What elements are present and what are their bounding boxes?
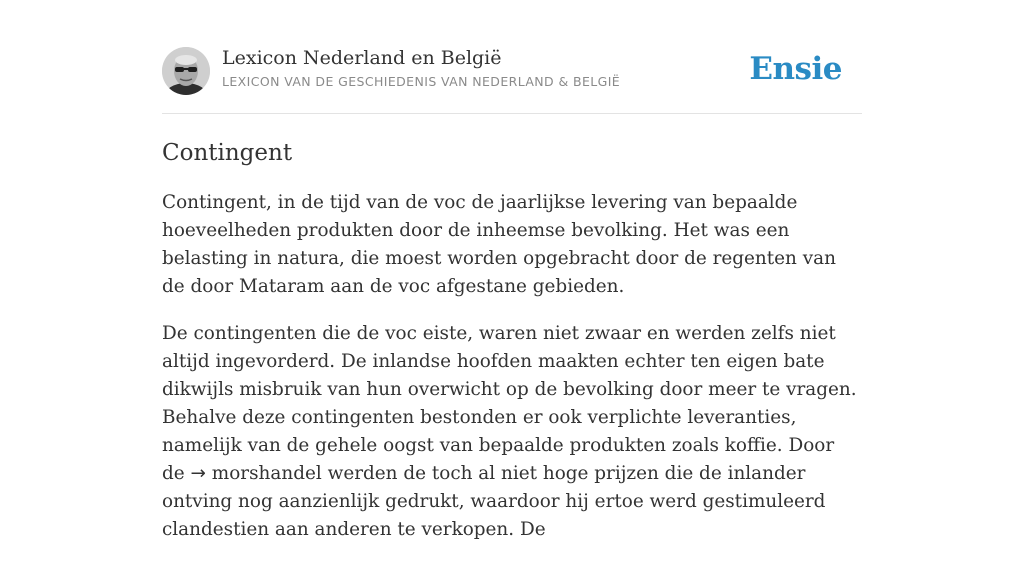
page-container xyxy=(162,0,862,540)
entry-body xyxy=(162,189,862,563)
ensie-logo-link[interactable]: Ensie xyxy=(749,51,842,87)
paragraph-text: werden de toch al niet hoge prijzen die de inlander ontving nog aanzienlijk gedrukt, waardoor hij ertoe werd gestimuleerd clandestien aan anderen te verkopen. De xyxy=(162,463,826,540)
author-avatar[interactable] xyxy=(162,47,210,95)
entry-paragraph: Contingent, in de tijd van de voc de jaarlijkse levering van bepaalde hoeveelheden produkten door de inheemse bevolking. Het was een belasting in natura, die moest worden opgebracht door de regenten van de door Mataram aan de voc afgestane gebieden. xyxy=(162,192,836,297)
link-arrow-icon: → xyxy=(190,463,206,484)
entry-paragraph xyxy=(162,320,862,544)
morshandel-link[interactable]: morshandel xyxy=(211,463,322,484)
site-title[interactable]: Lexicon Nederland en België xyxy=(222,47,502,69)
site-subtitle: LEXICON VAN DE GESCHIEDENIS VAN NEDERLAND & BELGIË xyxy=(222,74,621,89)
entry-title: Contingent xyxy=(162,140,293,166)
avatar-portrait-icon xyxy=(162,47,210,95)
site-header xyxy=(162,0,862,114)
paragraph-text: De contingenten die de voc eiste, waren niet zwaar en werden zelfs niet altijd ingevorderd. De inlandse hoofden maakten echter ten eigen bate dikwijls misbruik van hun overwicht op de bevolking door meer te vragen. Behalve deze contingenten bestonden er ook verplichte leveranties, namelijk van de gehele oogst van bepaalde produkten zoals koffie. Door de xyxy=(162,323,857,484)
